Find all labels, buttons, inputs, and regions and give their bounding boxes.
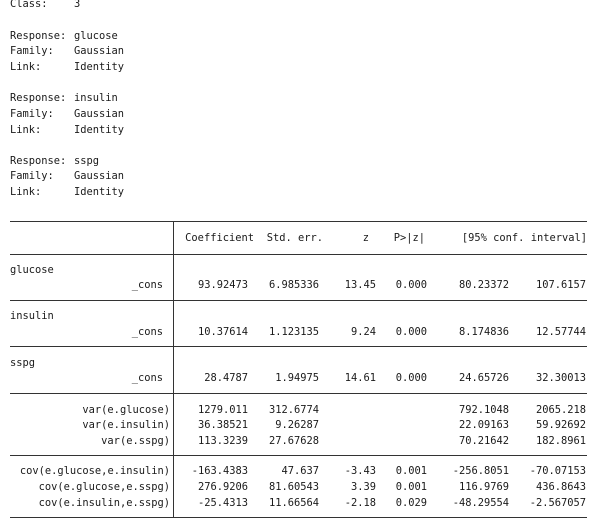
link-value: Identity (74, 186, 125, 198)
family-value: Gaussian (74, 45, 125, 57)
link-label: Link: (10, 61, 42, 73)
class-label: Class: (10, 0, 48, 10)
cell-z: -3.43 (344, 465, 376, 477)
family-value: Gaussian (74, 108, 125, 120)
header-rule (10, 254, 587, 255)
link-label: Link: (10, 124, 42, 136)
cell-coef: 28.4787 (204, 372, 248, 384)
cell-ci-high: 59.92692 (535, 419, 586, 431)
column-divider (173, 221, 174, 517)
section-name-insulin: insulin (10, 310, 54, 322)
cell-ci-low: 80.23372 (458, 279, 509, 291)
link-value: Identity (74, 124, 125, 136)
family-label: Family: (10, 45, 54, 57)
section-rule (10, 300, 587, 301)
cell-z: 13.45 (344, 279, 376, 291)
section-rule (10, 346, 587, 347)
table-bottom-rule (10, 517, 587, 518)
cell-z: 14.61 (344, 372, 376, 384)
col-coefficient: Coefficient (185, 232, 254, 244)
cell-coef: 276.9206 (197, 481, 248, 493)
family-label: Family: (10, 170, 54, 182)
section-rule (10, 455, 587, 456)
col-conf-interval: [95% conf. interval] (461, 232, 587, 244)
cell-p: 0.001 (395, 481, 427, 493)
cell-ci-high: -70.07153 (529, 465, 586, 477)
row-label: _cons (131, 326, 163, 338)
cell-z: 3.39 (350, 481, 376, 493)
cell-z: -2.18 (344, 497, 376, 509)
cell-ci-high: -2.567057 (529, 497, 586, 509)
col-std-err: Std. err. (266, 232, 323, 244)
cell-se: 1.94975 (275, 372, 319, 384)
cell-ci-low: 22.09163 (458, 419, 509, 431)
cell-se: 9.26287 (275, 419, 319, 431)
cell-se: 312.6774 (268, 404, 319, 416)
cell-ci-low: 116.9769 (458, 481, 509, 493)
cell-ci-high: 2065.218 (535, 404, 586, 416)
cell-p: 0.000 (395, 326, 427, 338)
response-value: insulin (74, 92, 118, 104)
class-value: 3 (74, 0, 81, 10)
cell-ci-low: 70.21642 (458, 435, 509, 447)
cell-se: 81.60543 (268, 481, 319, 493)
col-p: P>|z| (393, 232, 425, 244)
cell-ci-low: 792.1048 (458, 404, 509, 416)
response-label: Response: (10, 92, 67, 104)
link-label: Link: (10, 186, 42, 198)
response-label: Response: (10, 155, 67, 167)
row-label: cov(e.glucose,e.sspg) (38, 481, 170, 493)
cell-coef: 1279.011 (197, 404, 248, 416)
cell-ci-low: -256.8051 (452, 465, 509, 477)
table-top-rule (10, 221, 587, 222)
cell-ci-high: 182.8961 (535, 435, 586, 447)
family-label: Family: (10, 108, 54, 120)
cell-ci-high: 32.30013 (535, 372, 586, 384)
row-label: var(e.sspg) (101, 435, 170, 447)
cell-se: 11.66564 (268, 497, 319, 509)
cell-coef: -25.4313 (197, 497, 248, 509)
response-label: Response: (10, 30, 67, 42)
cell-p: 0.000 (395, 279, 427, 291)
cell-se: 47.637 (281, 465, 319, 477)
cell-ci-low: 8.174836 (458, 326, 509, 338)
section-rule (10, 393, 587, 394)
cell-se: 6.985336 (268, 279, 319, 291)
family-value: Gaussian (74, 170, 125, 182)
cell-coef: 10.37614 (197, 326, 248, 338)
cell-ci-low: -48.29554 (452, 497, 509, 509)
section-name-glucose: glucose (10, 264, 54, 276)
cell-ci-low: 24.65726 (458, 372, 509, 384)
cell-se: 1.123135 (268, 326, 319, 338)
cell-p: 0.000 (395, 372, 427, 384)
row-label: var(e.insulin) (82, 419, 170, 431)
cell-coef: 36.38521 (197, 419, 248, 431)
cell-p: 0.001 (395, 465, 427, 477)
cell-z: 9.24 (350, 326, 376, 338)
response-value: glucose (74, 30, 118, 42)
row-label: var(e.glucose) (82, 404, 170, 416)
cell-ci-high: 12.57744 (535, 326, 586, 338)
cell-coef: -163.4383 (191, 465, 248, 477)
cell-ci-high: 436.8643 (535, 481, 586, 493)
row-label: cov(e.insulin,e.sspg) (38, 497, 170, 509)
link-value: Identity (74, 61, 125, 73)
row-label: cov(e.glucose,e.insulin) (19, 465, 170, 477)
cell-p: 0.029 (395, 497, 427, 509)
row-label: _cons (131, 279, 163, 291)
cell-ci-high: 107.6157 (535, 279, 586, 291)
section-name-sspg: sspg (10, 357, 36, 369)
cell-se: 27.67628 (268, 435, 319, 447)
cell-coef: 93.92473 (197, 279, 248, 291)
cell-coef: 113.3239 (197, 435, 248, 447)
row-label: _cons (131, 372, 163, 384)
col-z: z (362, 232, 369, 244)
response-value: sspg (74, 155, 100, 167)
